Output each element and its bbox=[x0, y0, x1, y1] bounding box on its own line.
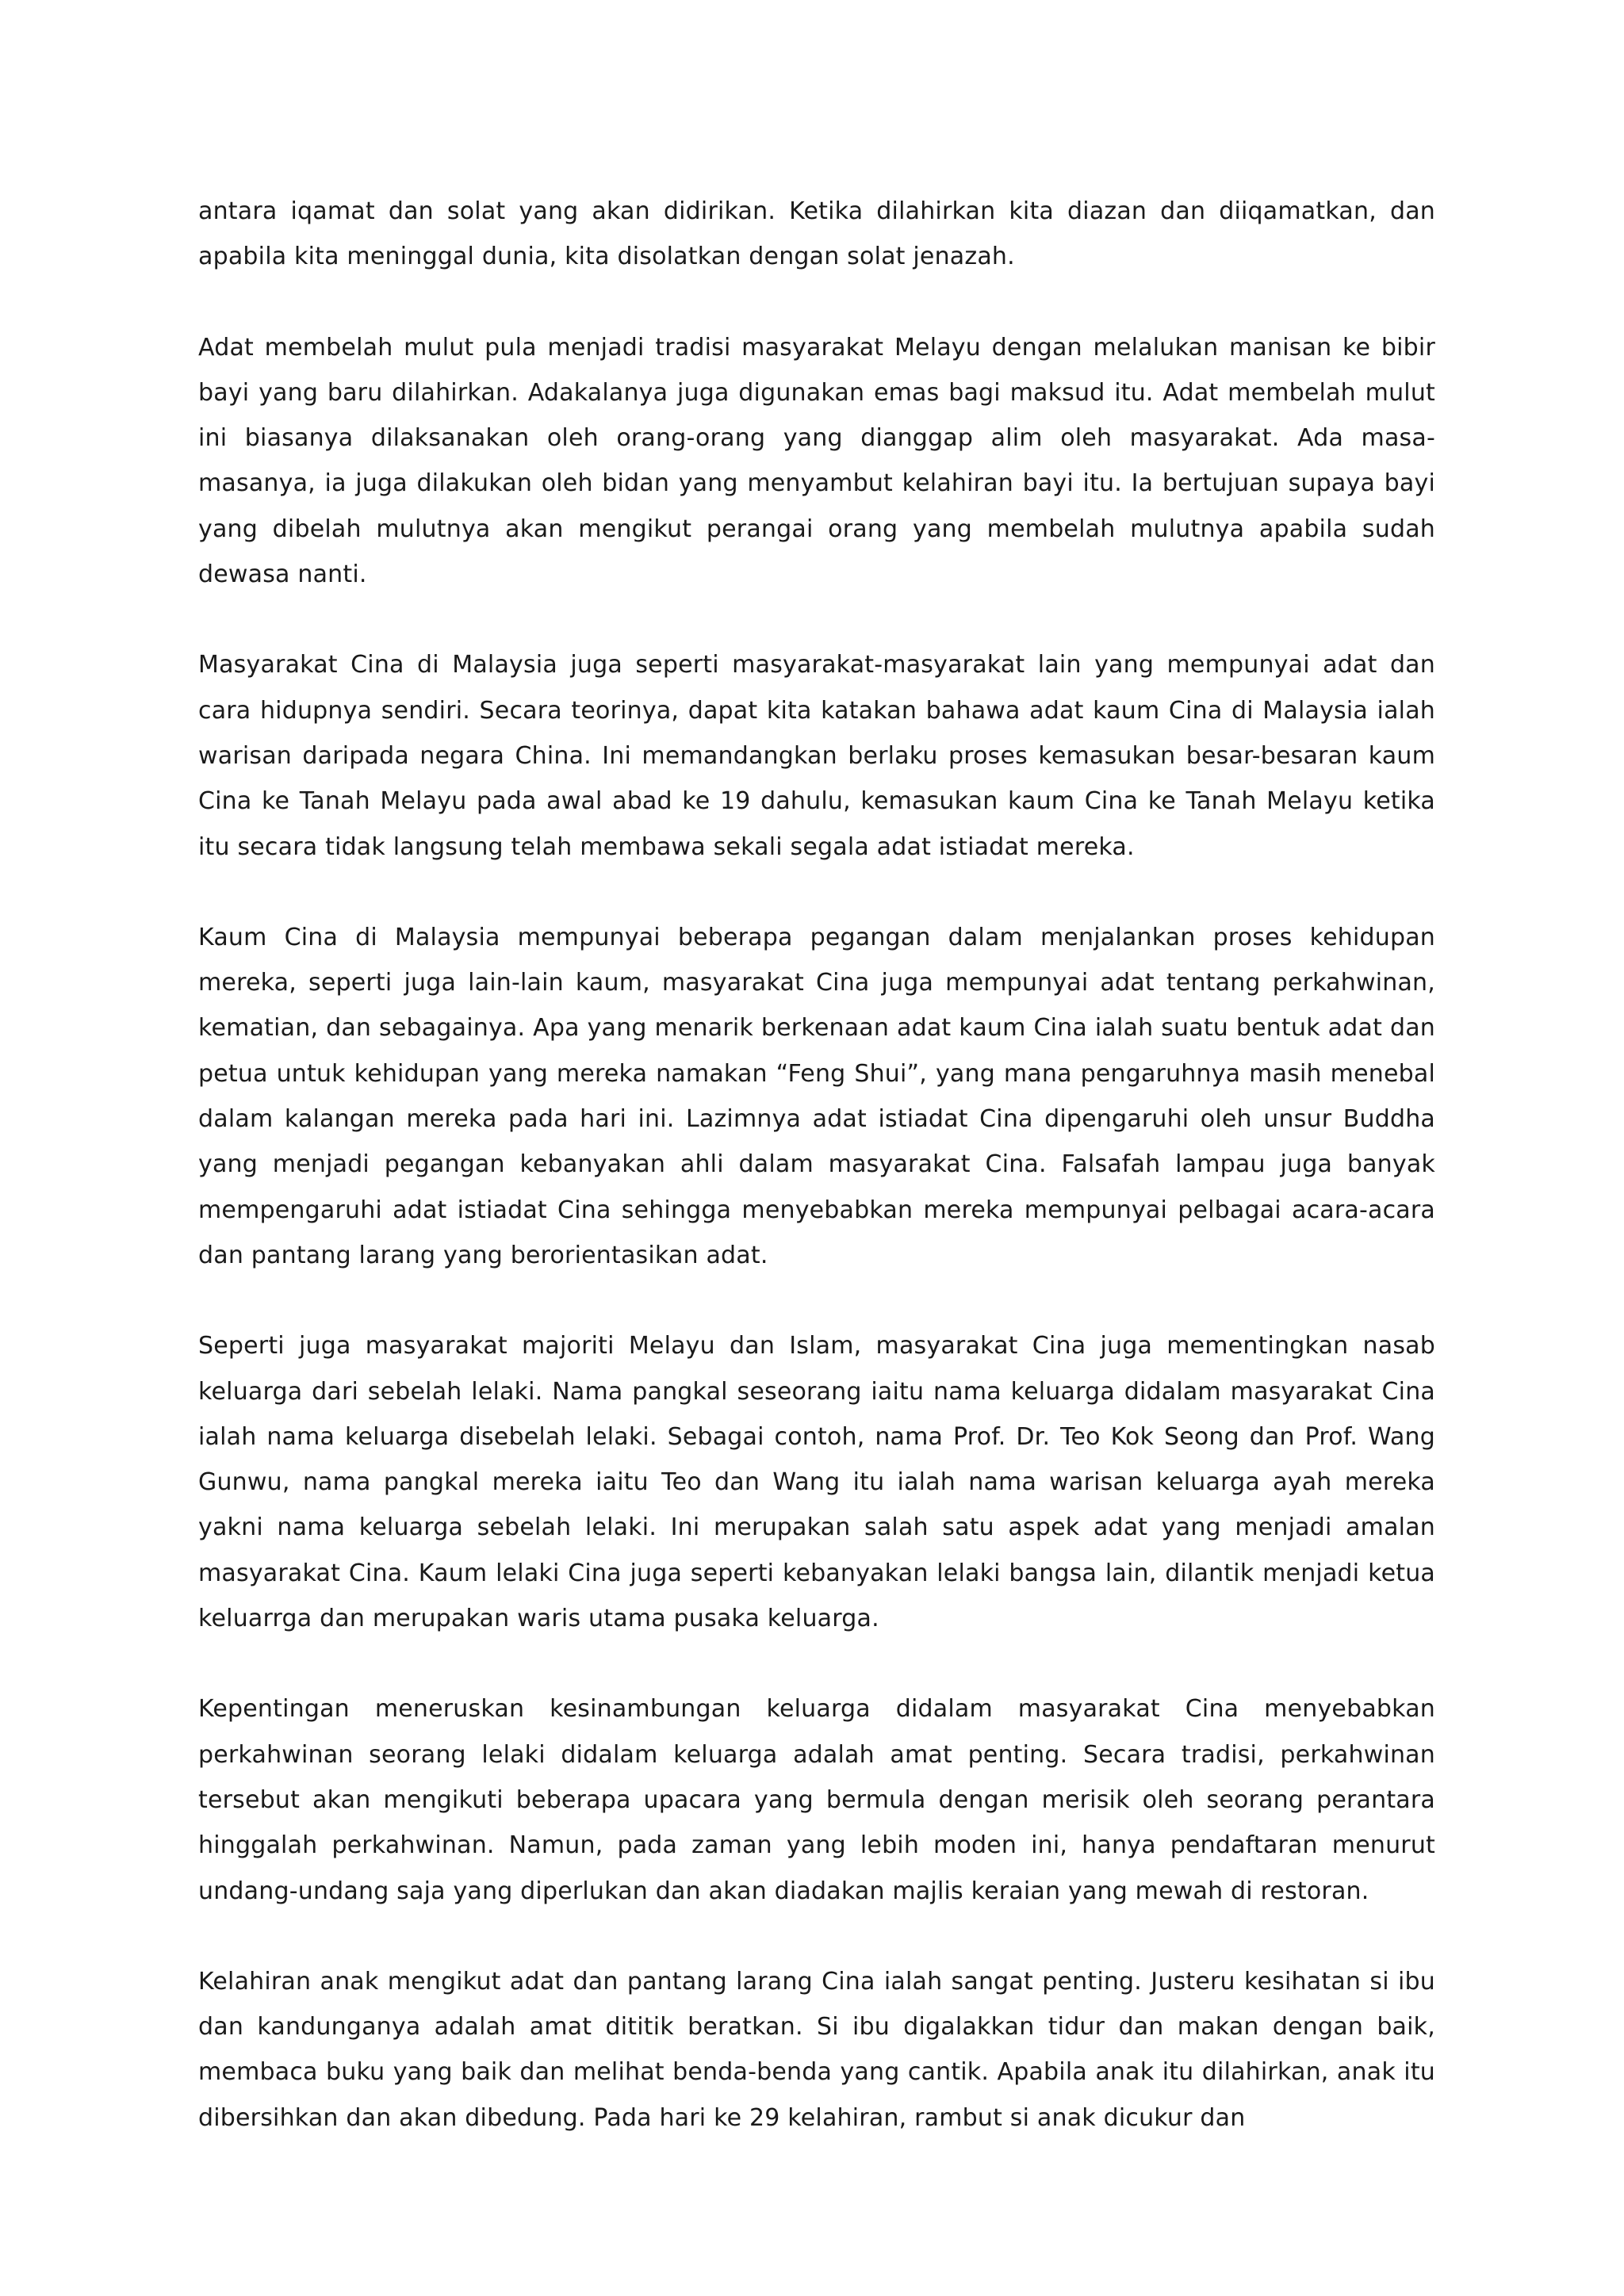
paragraph-2: Adat membelah mulut pula menjadi tradisi masyarakat Melayu dengan melalukan manisan ke bibir bayi yang baru dilahirkan. Adakalanya juga digunakan emas bagi maksud itu. Adat membelah mulut ini biasanya dilaksanakan oleh orang-orang yang dianggap alim oleh masyarakat. Ada masa-masanya, ia juga dilakukan oleh bidan yang menyambut kelahiran bayi itu. Ia bertujuan supaya bayi yang dibelah mulutnya akan mengikut perangai orang yang membelah mulutnya apabila sudah dewasa nanti. bbox=[198, 333, 1435, 589]
paragraph-6: Kepentingan meneruskan kesinambungan keluarga didalam masyarakat Cina menyebabkan perkahwinan seorang lelaki didalam keluarga adalah amat penting. Secara tradisi, perkahwinan tersebut akan mengikuti beberapa upacara yang bermula dengan merisik oleh seorang perantara hinggalah perkahwinan. Namun, pada zaman yang lebih moden ini, hanya pendaftaran menurut undang-undang saja yang diperlukan dan akan diadakan majlis keraian yang mewah di restoran. bbox=[198, 1695, 1435, 1905]
paragraph-5: Seperti juga masyarakat majoriti Melayu dan Islam, masyarakat Cina juga mementingkan nasab keluarga dari sebelah lelaki. Nama pangkal seseorang iaitu nama keluarga didalam masyarakat Cina ialah nama keluarga disebelah lelaki. Sebagai contoh, nama Prof. Dr. Teo Kok Seong dan Prof. Wang Gunwu, nama pangkal mereka iaitu Teo dan Wang itu ialah nama warisan keluarga ayah mereka yakni nama keluarga sebelah lelaki. Ini merupakan salah satu aspek adat yang menjadi amalan masyarakat Cina. Kaum lelaki Cina juga seperti kebanyakan lelaki bangsa lain, dilantik menjadi ketua keluarrga dan merupakan waris utama pusaka keluarga. bbox=[198, 1332, 1435, 1633]
document-body bbox=[198, 189, 1435, 2141]
paragraph-1: antara iqamat dan solat yang akan didirikan. Ketika dilahirkan kita diazan dan diiqamatkan, dan apabila kita meninggal dunia, kita disolatkan dengan solat jenazah. bbox=[198, 197, 1435, 271]
paragraph-4: Kaum Cina di Malaysia mempunyai beberapa pegangan dalam menjalankan proses kehidupan mereka, seperti juga lain-lain kaum, masyarakat Cina juga mempunyai adat tentang perkahwinan, kematian, dan sebagainya. Apa yang menarik berkenaan adat kaum Cina ialah suatu bentuk adat dan petua untuk kehidupan yang mereka namakan “Feng Shui”, yang mana pengaruhnya masih menebal dalam kalangan mereka pada hari ini. Lazimnya adat istiadat Cina dipengaruhi oleh unsur Buddha yang menjadi pegangan kebanyakan ahli dalam masyarakat Cina. Falsafah lampau juga banyak mempengaruhi adat istiadat Cina sehingga menyebabkan mereka mempunyai pelbagai acara-acara dan pantang larang yang berorientasikan adat. bbox=[198, 923, 1435, 1269]
paragraph-7: Kelahiran anak mengikut adat dan pantang larang Cina ialah sangat penting. Justeru kesihatan si ibu dan kandunganya adalah amat dititik beratkan. Si ibu digalakkan tidur dan makan dengan baik, membaca buku yang baik dan melihat benda-benda yang cantik. Apabila anak itu dilahirkan, anak itu dibersihkan dan akan dibedung. Pada hari ke 29 kelahiran, rambut si anak dicukur dan bbox=[198, 1967, 1435, 2132]
paragraph-3: Masyarakat Cina di Malaysia juga seperti masyarakat-masyarakat lain yang mempunyai adat dan cara hidupnya sendiri. Secara teorinya, dapat kita katakan bahawa adat kaum Cina di Malaysia ialah warisan daripada negara China. Ini memandangkan berlaku proses kemasukan besar-besaran kaum Cina ke Tanah Melayu pada awal abad ke 19 dahulu, kemasukan kaum Cina ke Tanah Melayu ketika itu secara tidak langsung telah membawa sekali segala adat istiadat mereka. bbox=[198, 651, 1435, 861]
